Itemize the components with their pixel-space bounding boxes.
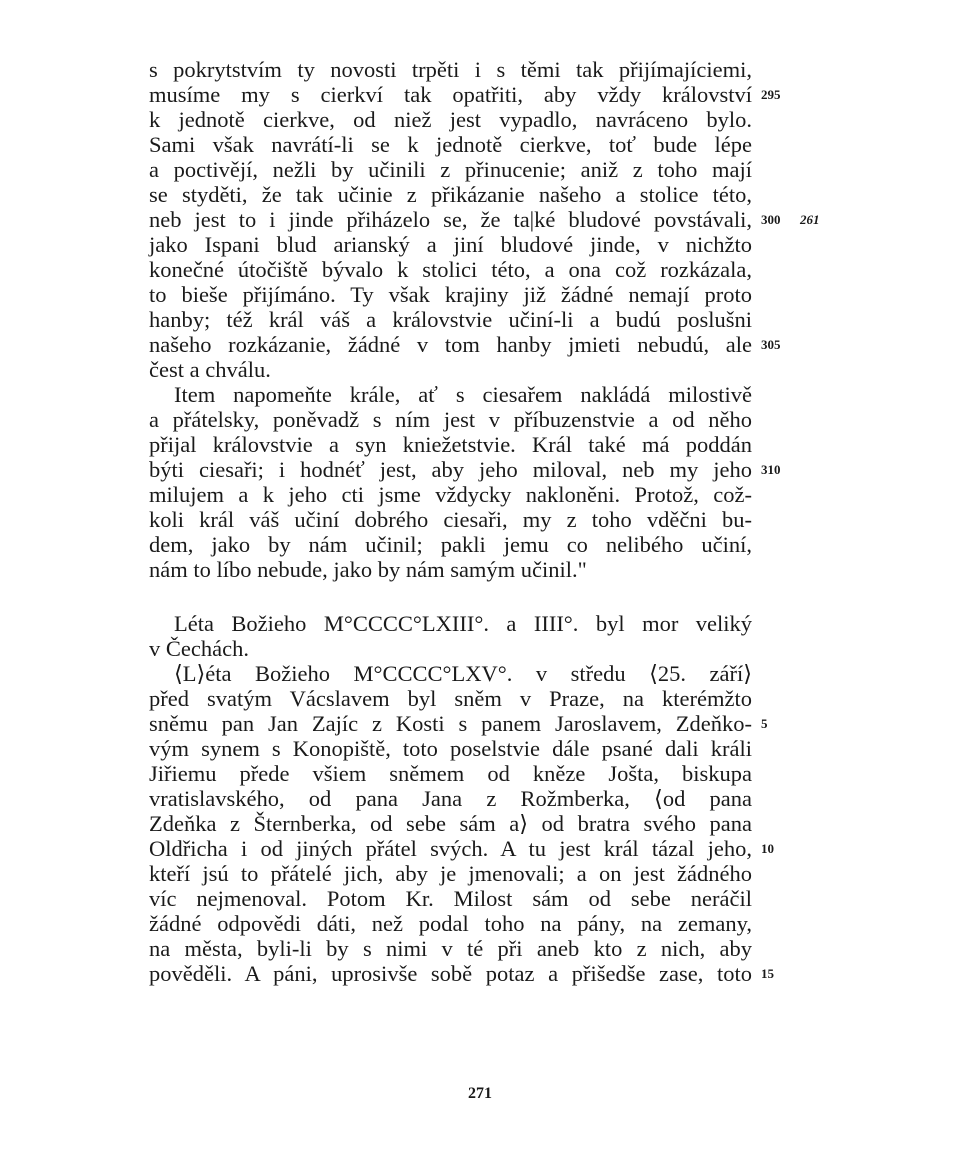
text-line: a přátelsky, poněvadž s ním jest v příbuzenstvie a od něho xyxy=(149,407,752,432)
text-line: žádné odpovědi dáti, než podal toho na pány, na zemany, xyxy=(149,911,752,936)
text-line: musíme my s cierkví tak opatřiti, aby vždy království xyxy=(149,82,752,107)
text-line: sněmu pan Jan Zajíc z Kosti s panem Jaroslavem, Zdeňko- xyxy=(149,711,752,736)
text-line: to bieše přijímáno. Ty však krajiny již žádné nemají proto xyxy=(149,282,752,307)
text-line: Zdeňka z Šternberka, od sebe sám a⟩ od bratra svého pana xyxy=(149,811,752,836)
text-line: s pokrytstvím ty novosti trpěti i s těmi tak přijímajíciemi, xyxy=(149,57,752,82)
line-number: 300 xyxy=(761,212,781,227)
line-number: 5 xyxy=(761,716,768,731)
text-line: neb jest to i jinde přiházelo se, že ta|ké bludové povstávali, xyxy=(149,207,752,232)
text-line: Oldřicha i od jiných přátel svých. A tu jest král tázal jeho, xyxy=(149,836,752,861)
text-line: čest a chválu. xyxy=(149,357,271,382)
line-number: 295 xyxy=(761,87,781,102)
text-line: víc nejmenoval. Potom Kr. Milost sám od sebe neráčil xyxy=(149,886,752,911)
text-line: kteří jsú to přátelé jich, aby je jmenovali; a on jest žádného xyxy=(149,861,752,886)
text-line: vým synem s Konopiště, toto poselstvie dále psané dali králi xyxy=(149,736,752,761)
line-number: 305 xyxy=(761,337,781,352)
line-number: 10 xyxy=(761,841,774,856)
text-line: nám to líbo nebude, jako by nám samým učinil." xyxy=(149,557,587,582)
page-number: 271 xyxy=(468,1085,492,1102)
text-line: konečné útočiště bývalo k stolici této, a ona což rozkázala, xyxy=(149,257,752,282)
text-line: před svatým Vácslavem byl sněm v Praze, na kterémžto xyxy=(149,686,752,711)
text-line: Léta Božieho M°CCCC°LXIII°. a IIII°. byl mor veliký xyxy=(174,611,752,636)
text-line: přijal královstvie a syn kniežetstvie. Král také má poddán xyxy=(149,432,752,457)
text-line: pověděli. A páni, uprosivše sobě potaz a přišedše zase, toto xyxy=(149,961,752,986)
folio-note: 261 xyxy=(800,212,820,227)
text-line: milujem a k jeho cti jsme vždycky nakloněni. Protož, což- xyxy=(149,482,752,507)
text-line: našeho rozkázanie, žádné v tom hanby jmieti nebudú, ale xyxy=(149,332,752,357)
text-line: a poctivějí, nežli by učinili z přinucenie; aniž z toho mají xyxy=(149,157,752,182)
text-line: dem, jako by nám učinil; pakli jemu co nelibého učiní, xyxy=(149,532,752,557)
text-line: býti ciesaři; i hodnéť jest, aby jeho miloval, neb my jeho xyxy=(149,457,752,482)
text-line: hanby; též král váš a královstvie učiní-li a budú poslušni xyxy=(149,307,752,332)
text-line: jako Ispani blud arianský a jiní bludové jinde, v nichžto xyxy=(149,232,752,257)
text-line: k jednotě cierkve, od niež jest vypadlo, navráceno bylo. xyxy=(149,107,752,132)
line-number: 15 xyxy=(761,966,774,981)
text-line: se styděti, že tak učinie z přikázanie našeho a stolice této, xyxy=(149,182,752,207)
text-line: Sami však navrátí-li se k jednotě cierkve, toť bude lépe xyxy=(149,132,752,157)
text-line: Jiřiemu přede všiem sněmem od kněze Jošta, biskupa xyxy=(149,761,752,786)
text-line: koli král váš učiní dobrého ciesaři, my z toho vděčni bu- xyxy=(149,507,752,532)
text-line: ⟨L⟩éta Božieho M°CCCC°LXV°. v středu ⟨25. září⟩ xyxy=(174,661,752,686)
text-line: Item napomeňte krále, ať s ciesařem nakládá milostivě xyxy=(174,382,752,407)
text-line: vratislavského, od pana Jana z Rožmberka, ⟨od pana xyxy=(149,786,752,811)
line-number: 310 xyxy=(761,462,781,477)
text-line: v Čechách. xyxy=(149,636,249,661)
text-line: na města, byli-li by s nimi v té při aneb kto z nich, aby xyxy=(149,936,752,961)
